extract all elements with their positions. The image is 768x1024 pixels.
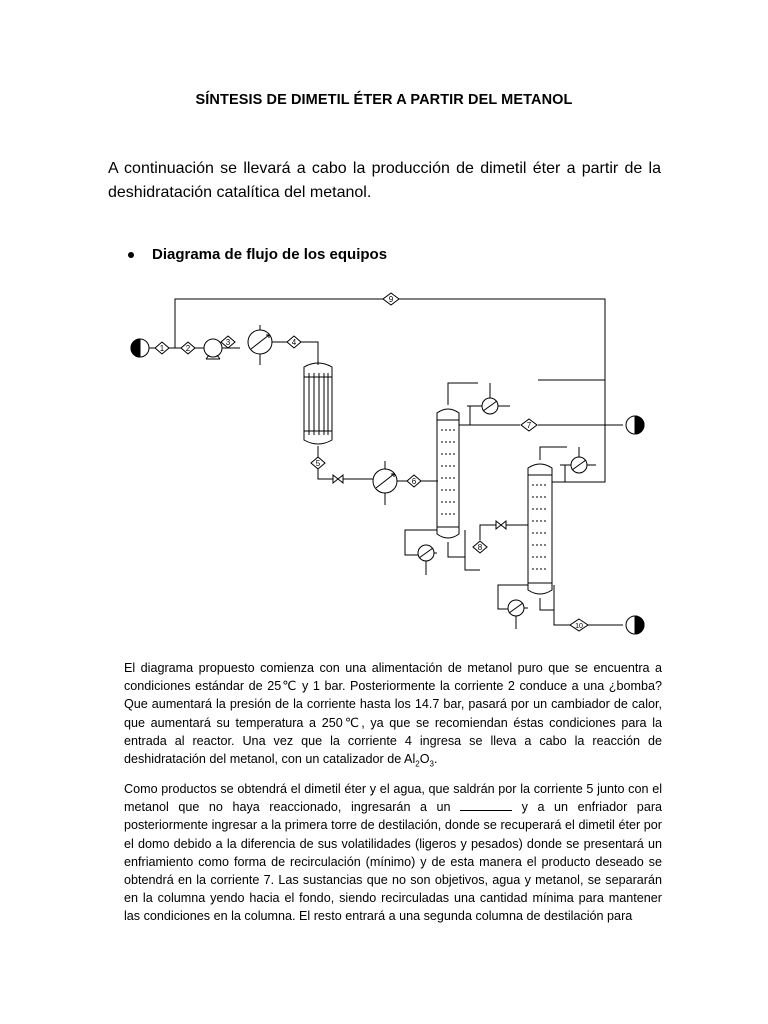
valve-icon: [333, 475, 343, 483]
reactor-icon: [304, 363, 332, 444]
bullet-dot: [128, 252, 134, 258]
recycle-line-9: [175, 299, 605, 380]
subscript-3: 3: [429, 759, 434, 769]
distillation-column-2-icon: [528, 464, 552, 594]
stream-tag-2: 2: [185, 344, 191, 353]
bottoms-terminal-icon: [626, 616, 644, 634]
reboiler-1-icon: [418, 545, 434, 575]
cooler-icon: [373, 461, 397, 505]
stream-tag-5: 5: [315, 459, 321, 468]
stream-tag-10: 10: [575, 623, 583, 630]
reboiler-2-icon: [508, 600, 524, 629]
condenser-1-icon: [467, 398, 510, 414]
paragraph-1-end: .: [433, 752, 438, 767]
stream-tag-3: 3: [225, 338, 231, 347]
stream-tag-6: 6: [411, 477, 417, 486]
stream-tag-7: 7: [526, 421, 532, 430]
intro-paragraph: A continuación se llevará a cabo la producción de dimetil éter a partir de la deshidratación catalítica del metanol.: [108, 160, 661, 201]
distillation-column-1-icon: [437, 409, 459, 538]
page-title: SÍNTESIS DE DIMETIL ÉTER A PARTIR DEL METANOL: [195, 92, 573, 108]
section-heading: Diagrama de flujo de los equipos: [152, 246, 388, 263]
paragraph-2: [124, 780, 662, 926]
section-bullet: [128, 246, 387, 263]
stream-tag-4: 4: [291, 338, 297, 347]
feed-terminal-icon: [131, 339, 149, 357]
fill-in-blank: [460, 799, 512, 811]
product-terminal-icon: [626, 416, 644, 434]
stream-tag-8: 8: [477, 543, 483, 552]
paragraph-1-text: El diagrama propuesto comienza con una alimentación de metanol puro que se encuentra a condiciones estándar de 25℃ y 1 bar. Posteriormente la corriente 2 conduce a una ¿bomba? Que aumentará la presión de la corriente hasta los 14.7 bar, pasará por un cambiador de calor, que aumentará su temperatura a 250℃, ya que se recomiendan éstas condiciones para la entrada al reactor. Una vez que la corriente 4 ingresa se lleva a cabo la reacción de deshidratación del metanol, con un catalizador de Al: [124, 661, 662, 767]
stream-tag-1: 1: [159, 344, 165, 353]
oxygen-symbol: O: [419, 752, 430, 767]
pump-icon: [204, 339, 222, 359]
valve-2-icon: [496, 521, 506, 529]
paragraph-2-text-a: Como productos se obtendrá el dimetil éter y el agua, que saldrán por la corriente 5 junto con el metanol que no haya reaccionado, ingresarán a un: [124, 782, 662, 815]
paragraph-1: [124, 659, 662, 774]
paragraph-2-text-b: y a un enfriador para posteriormente ingresar a la primera torre de destilación, donde se recuperará el dimetil éter por el domo debido a la diferencia de sus volatilidades (ligeros y pesados) donde se presentará un enfriamiento como forma de recirculación (mínimo) y de esta manera el producto deseado se obtendrá en la corriente 7. Las sustancias que no son objetivos, agua y metanol, se separarán en la columna yendo hacia el fondo, siendo recirculadas una cantidad mínima para mantener las condiciones en la columna. El resto entrará a una segunda columna de destilación para: [124, 800, 663, 924]
heater-icon: [248, 325, 272, 365]
process-flow-diagram: [120, 285, 660, 650]
subscript-2: 2: [415, 759, 420, 769]
stream-tag-9: 9: [388, 295, 394, 304]
